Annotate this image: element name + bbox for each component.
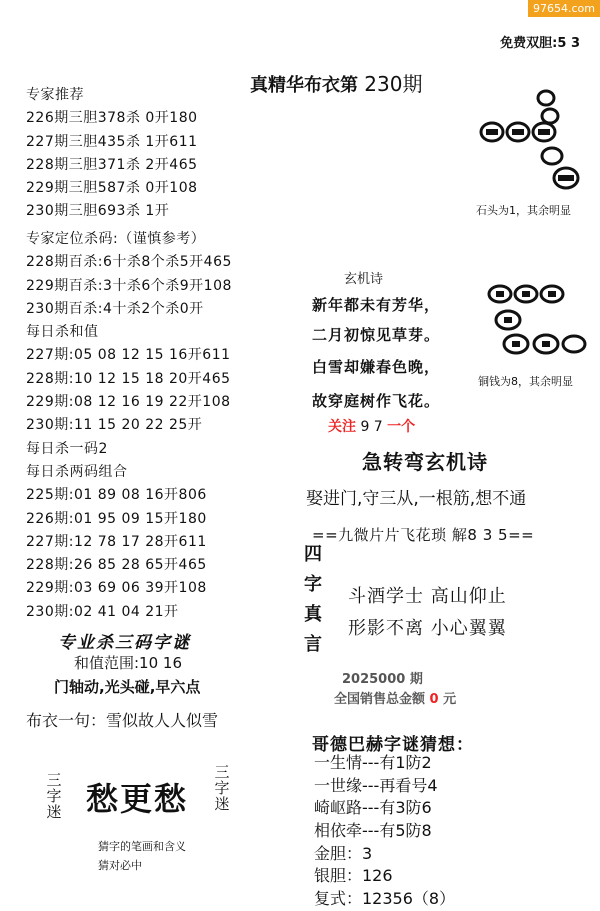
poem-line: 白雪却嫌春色晚， [312, 358, 441, 376]
riddle-poem-title: 急转弯玄机诗 [362, 450, 488, 474]
sales-line [334, 688, 456, 707]
list-item: 230期:02 41 04 21开 [26, 603, 179, 620]
vertical-label-left: 三字迷 [46, 771, 62, 821]
list-item: 229期:03 69 06 39开108 [26, 580, 207, 597]
daily-sum-heading: 每日杀和值 [26, 324, 99, 341]
list-item: 226期三胆378杀 0开180 [26, 110, 198, 127]
list-item: 复式：12356（8） [314, 889, 456, 909]
phrase-line: 形影不离 小心翼翼 [348, 618, 507, 639]
page-title [250, 68, 422, 97]
riddle-clues: 门轴动,光头碰,早六点 [54, 678, 201, 696]
position-kill-section [26, 228, 232, 624]
follow-digits: 9 7 [360, 419, 383, 435]
title-issue: 230期 [364, 72, 423, 96]
list-item: 230期三胆693杀 1开 [26, 203, 170, 220]
follow-prefix: 关注 [328, 419, 356, 435]
lottery-issue: 2025000 期 [342, 672, 423, 687]
list-item: 230期:11 15 20 22 25开 [26, 417, 203, 434]
buyi-line: 布衣一句：雪似故人人似雪 [26, 711, 219, 730]
expert-section [26, 84, 198, 224]
list-item: 崎岖路---有3防6 [314, 798, 432, 818]
stones-picture [478, 86, 588, 196]
coins-caption: 铜钱为8，其余明显 [478, 375, 573, 388]
list-item: 229期:08 12 16 19 22开108 [26, 394, 231, 411]
follow-suffix: 一个 [387, 419, 416, 435]
sum-range: 和值范围:10 16 [74, 654, 182, 672]
list-item: 227期三胆435杀 1开611 [26, 133, 198, 150]
daily-one: 每日杀一码2 [26, 440, 108, 457]
list-item: 229期三胆587杀 0开108 [26, 180, 198, 197]
riddle-title: 专业杀三码字谜 [58, 633, 191, 653]
list-item: 229期百杀:3十杀6个杀9开108 [26, 277, 232, 294]
poem-line: 新年都未有芳华， [312, 296, 441, 314]
watermark: 97654.com [528, 0, 600, 17]
goedel-list [314, 752, 455, 911]
list-item: 228期:26 85 28 65开465 [26, 557, 207, 574]
list-item: 227期:12 78 17 28开611 [26, 533, 207, 550]
list-item: 225期:01 89 08 16开806 [26, 487, 207, 504]
stones-caption: 石头为1，其余明显 [476, 204, 571, 217]
hint-text: 猜字的笔画和含义 [98, 840, 186, 853]
phrase-line: 斗酒学士 高山仰止 [348, 586, 507, 607]
list-item: 金胆：3 [314, 843, 373, 863]
sales-text: 全国销售总金额 [334, 692, 426, 707]
expert-heading: 专家推荐 [26, 87, 84, 103]
free-pair: 免费双胆:5 3 [500, 36, 580, 51]
sales-value: 0 [429, 692, 439, 707]
poem-line: 二月初惊见草芽。 [312, 326, 441, 344]
riddle-lines: 娶进门,守三从,一根筋,想不通 [306, 489, 527, 509]
vertical-label-right: 三字迷 [214, 763, 230, 813]
list-item: 一生情---有1防2 [314, 753, 432, 772]
list-item: 一世缘---再看号4 [314, 775, 438, 795]
sales-unit: 元 [443, 692, 457, 707]
list-item: 228期百杀:6十杀8个杀5开465 [26, 254, 232, 271]
list-item: 228期三胆371杀 2开465 [26, 156, 198, 173]
poem-label: 玄机诗 [344, 272, 384, 287]
coins-picture [486, 280, 590, 370]
list-item: 相依牵---有5防8 [314, 821, 432, 841]
poem-line: 故穿庭树作飞花。 [312, 392, 441, 410]
hint-text: 猜对必中 [98, 859, 142, 872]
follow-line [328, 416, 415, 436]
jiuwei-line: ==九微片片飞花琐 解8 3 5== [312, 526, 535, 544]
goedel-heading: 哥德巴赫字谜猜想： [312, 735, 474, 755]
list-item: 银胆：126 [314, 866, 393, 886]
four-char-label: 四字真言 [304, 544, 322, 655]
daily-two-heading: 每日杀两码组合 [26, 463, 128, 480]
big-riddle: 愁更愁 [86, 780, 189, 818]
list-item: 226期:01 95 09 15开180 [26, 510, 207, 527]
title-text: 真精华布衣第 [250, 75, 358, 96]
list-item: 230期百杀:4十杀2个杀0开 [26, 300, 204, 317]
position-kill-heading: 专家定位杀码:（谨慎参考） [26, 231, 206, 247]
list-item: 228期:10 12 15 18 20开465 [26, 370, 231, 387]
list-item: 227期:05 08 12 15 16开611 [26, 347, 231, 364]
